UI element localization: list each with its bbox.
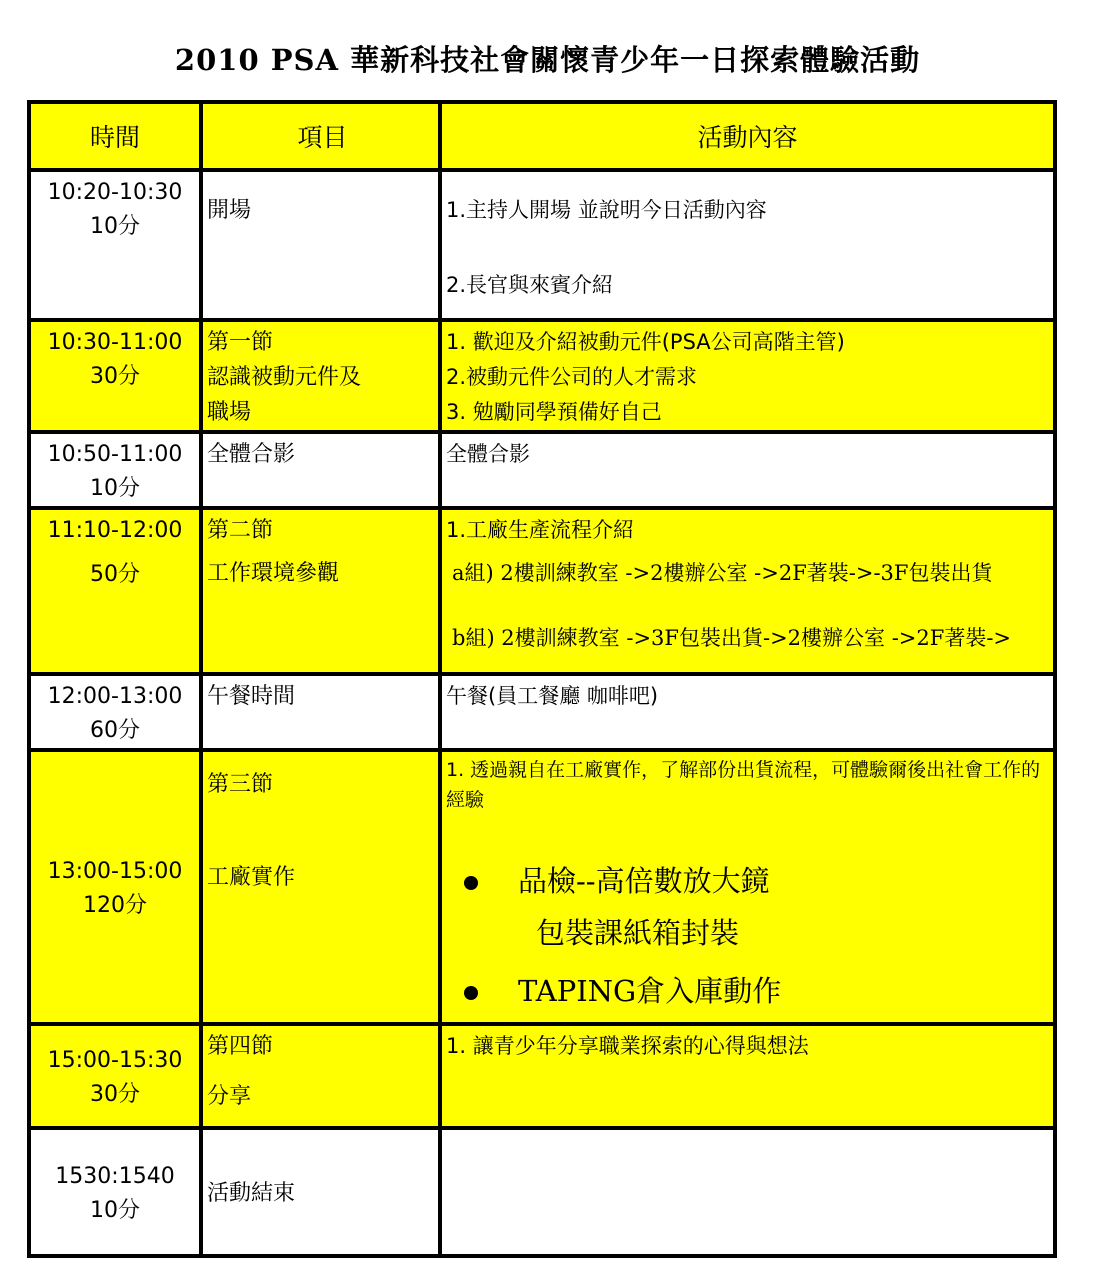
item-label: 活動結束 [207,1181,296,1206]
header-item: 項目 [201,102,440,170]
content-line: 1.主持人開場 並說明今日活動內容 [446,198,767,222]
table-row [29,674,1055,750]
content-cell [440,674,1055,750]
content-cell [440,1024,1055,1128]
time-cell [29,1024,201,1128]
item-cell [201,1024,440,1128]
content-cell [440,432,1055,508]
time-range: 10:20-10:30 [47,180,183,205]
duration: 120分 [83,893,147,918]
item-label: 認識被動元件及 [207,365,362,390]
item-cell [201,432,440,508]
content-line: 午餐(員工餐廳 咖啡吧) [446,684,659,708]
time-cell [29,320,201,432]
header-content: 活動內容 [440,102,1055,170]
duration: 50分 [90,562,140,587]
content-line: 1.工廠生產流程介紹 [446,518,635,542]
content-cell [440,508,1055,674]
schedule-table [27,100,1057,1258]
time-range: 15:00-15:30 [47,1048,183,1073]
item-label: 第一節 [207,330,274,355]
time-cell [29,508,201,674]
time-range: 12:00-13:00 [47,684,183,709]
header-time: 時間 [29,102,201,170]
content-line: 1. 讓青少年分享職業探索的心得與想法 [446,1034,809,1058]
content-line: 2.長官與來賓介紹 [446,273,614,297]
item-cell [201,170,440,320]
item-cell [201,674,440,750]
table-row [29,1024,1055,1128]
time-range: 10:50-11:00 [47,442,183,467]
bullet-text: TAPING倉入庫動作 [518,974,782,1008]
time-range: 1530:1540 [55,1164,175,1189]
time-range: 10:30-11:00 [47,330,183,355]
table-row [29,750,1055,1024]
content-cell [440,170,1055,320]
duration: 10分 [90,476,140,501]
table-row [29,432,1055,508]
content-cell [440,750,1055,1024]
duration: 30分 [90,1082,140,1107]
item-label: 分享 [207,1084,252,1109]
route-a: a組) 2樓訓練教室 ->2樓辦公室 ->2F著裝->-3F包裝出貨 [452,561,993,585]
time-cell [29,750,201,1024]
item-label: 第三節 [207,772,274,797]
bullet-icon [464,986,478,1000]
item-cell [201,508,440,674]
item-label: 工廠實作 [207,865,296,890]
table-row [29,508,1055,674]
table-row [29,1128,1055,1256]
content-cell [440,1128,1055,1256]
item-label: 工作環境參觀 [207,561,340,586]
time-range: 11:10-12:00 [47,518,183,543]
item-cell [201,320,440,432]
time-cell [29,432,201,508]
item-label: 第四節 [207,1034,274,1059]
duration: 10分 [90,1198,140,1223]
duration: 10分 [90,214,140,239]
time-cell [29,674,201,750]
item-cell [201,750,440,1024]
content-line: 3. 勉勵同學預備好自己 [446,400,662,424]
content-line: 1. 歡迎及介紹被動元件(PSA公司高階主管) [446,330,845,354]
duration: 60分 [90,718,140,743]
duration: 30分 [90,364,140,389]
table-header-row [29,102,1055,170]
content-line: 1. 透過親自在工廠實作，了解部份出貨流程，可體驗爾後出社會工作的經驗 [446,759,1041,811]
bullet-item [446,855,1053,907]
bullet-icon [464,876,478,890]
table-row [29,320,1055,432]
item-label: 職場 [207,400,252,425]
item-label: 第二節 [207,518,274,543]
bullet-continuation [446,907,1053,959]
document-title: 2010 PSA 華新科技社會關懷青少年一日探索體驗活動 [174,43,921,77]
content-line: 全體合影 [446,442,530,466]
route-b: b組) 2樓訓練教室 ->3F包裝出貨->2樓辦公室 ->2F著裝-> [452,626,1012,650]
time-cell [29,170,201,320]
item-cell [201,1128,440,1256]
time-cell [29,1128,201,1256]
item-label: 全體合影 [207,442,296,467]
bullet-text: 包裝課紙箱封裝 [536,916,740,950]
item-label: 開場 [207,198,252,223]
item-label: 午餐時間 [207,684,296,709]
content-cell [440,320,1055,432]
time-range: 13:00-15:00 [47,859,183,884]
table-row [29,170,1055,320]
content-line: 2.被動元件公司的人才需求 [446,365,698,389]
bullet-text: 品檢--高倍數放大鏡 [518,864,770,898]
bullet-item [446,965,1053,1017]
